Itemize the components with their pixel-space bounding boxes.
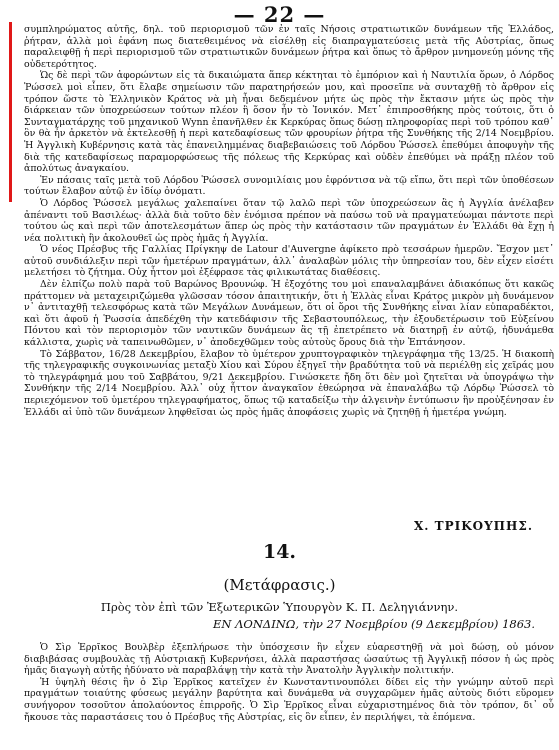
signature: Χ. ΤΡΙΚΟΥΠΗΣ. [413,519,533,533]
paragraph: Ὁ Λόρδος Ῥώσσελ μεγάλως χαλεπαίνει ὅταν τῷ λαλῶ περὶ τῶν ὑποχρεώσεων ἃς ἡ Ἀγγλία ἀνέλαβεν ἀπέναντι τοῦ Βασιλέως· ἀλλὰ διὰ τοῦτο δὲν ἐνόμισα πρέπον νὰ παύσω τοῦ νὰ πραγματεύωμαι πάντοτε περὶ τούτου ὡς καὶ περὶ τῶν ἀποτελεσμάτων ἅπερ ὡς πρὸς τὴν κατάστασιν τῶν πραγμάτων ἐν Ἑλλάδι θὰ ἔχῃ ἡ νέα πολιτικὴ ἣν ἀκολουθεῖ ὡς πρὸς ἡμᾶς ἡ Ἀγγλία. [24,197,554,244]
paragraph: Ὡς δὲ περὶ τῶν ἀφορώντων εἰς τὰ δικαιώματα ἅπερ κέκτηται τὸ ἐμπόριον καὶ ἡ Ναυτιλία ὅρων, ὁ Λόρδος Ῥώσσελ μοὶ εἶπεν, ὅτι ἔλαβε σημείωσιν τῶν παρατηρήσεών μου, καὶ προσεῖπε νὰ συνταχθῇ τὸ ἄρθρον εἰς τρόπον ὥστε τὸ Ἑλληνικὸν Κράτος νὰ μὴ ἦναι δεδεμένον μήτε ὡς πρὸς τὴν ἔκτασιν μήτε ὡς πρὸς τὴν διάρκειαν τῶν ὑποχρεώσεων τούτων πλέον ἢ ὅσον ἦν τὸ Ἰονικόν. Μετ᾽ ἐπιπροσθήκης πρὸς τούτοις, ὅτι ὁ Συνταγματάρχης τοῦ μηχανικοῦ Wynn ἐπανῆλθεν ἐκ Κερκύρας ὅπως δώσῃ πληροφορίας περὶ τοῦ τρόπου καθ᾽ ὃν θὰ ἦν ἀρκετὸν νὰ ἐκτελεσθῇ ἡ περὶ κατεδαφίσεως τῶν φρουρίων ῥήτρα τῆς Συνθήκης τῆς 2/14 Νοεμβρίου. Ἡ Ἀγγλικὴ Κυβέρνησις κατὰ τὰς ἐπανειλημμένας διαβεβαιώσεις τοῦ Λόρδου Ῥώσσελ ἐπεθύμει ἀποφυγὴν τῆς διὰ τῆς κατεδαφίσεως παραμορφώσεως τῆς πόλεως τῆς Κερκύρας καὶ οὐδὲν ἐπεθύμει νὰ πράξῃ πλέον τοῦ ἀπολύτως ἀναγκαίου. [24,70,554,175]
document-subtitle: (Μετάφρασις.) [223,576,336,594]
margin-mark [9,22,12,202]
paragraph: Ἐν πάσαις ταῖς μετὰ τοῦ Λόρδου Ῥώσσελ συνομιλίαις μου ἐφρόντισα νὰ τῷ εἴπω, ὅτι περὶ τῶν ὑποθέσεων τούτων ἔλαβον αὐτῷ ἐν ἰδίῳ ὀνόματι. [24,174,554,198]
paragraph: Τὸ Σάββατον, 16/28 Δεκεμβρίου, ἔλαβον τὸ ὑμέτερον χρυπτογραφικὸν τηλεγράφημα τῆς 13/25. Ἡ διακοπὴ τῆς τηλεγραφικῆς συγκοινωνίας μεταξὺ Χίου καὶ Σύρου ἐξηγεῖ τὴν βραδύτητα τοῦ νὰ περιέλθῃ εἰς χεῖράς μου τὸ τηλεγράφημά μου τοῦ Σαββάτου, 9/21 Δεκεμβρίου. Γινώσκετε ἤδη ὅτι δὲν μοὶ ζητεῖται νὰ ὑπογράψω τὴν Συνθήκην τῆς 2/14 Νοεμβρίου. Ἀλλ᾽ οὐχ ἧττον ἀναγκαῖον ἐθεώρησα νὰ ἐπαναλάβω τῷ Λόρδῳ Ῥώσσελ τὸ περιεχόμενον τοῦ ὑμετέρου τηλεγραφήματος, ὅπως τῷ καταδείξω τὴν ἀλγεινὴν ἐντύπωσιν ἣν προὐξένησαν ἐν Ἑλλάδι αἱ ὑπὸ τῶν δυνάμεων ληφθεῖσαι ὡς πρὸς ἡμᾶς ἀποφάσεις χωρὶς νὰ ζητηθῇ ἡ ἡμετέρα γνώμη. [24,348,554,418]
document-number: 14. [262,541,297,563]
paragraph: Δὲν ἐλπίζω πολὺ παρὰ τοῦ Βαρώνος Βρουνώφ. Ἡ ἐξοχότης του μοὶ επαναλαμβάνει ἀδιακόπως ὅτι κακῶς πράττομεν νὰ μεταχειριζώμεθα γλῶσσαν τόσον ἀπαιτητικήν, ὅτι ἡ Ἑλλὰς εἶναι Κράτος μικρὸν μὴ δυνάμενον ν᾽ ἀντιταχθῇ τελεσφόρως κατὰ τῶν Μεγάλων Δυνάμεων, ὅτι οἱ ὅροι τῆς Συνθήκης εἶναι λίαν εὐπαραδέκτοι, καὶ ὅτι ἀφοῦ ἡ Ῥωσσία ἀπεδέχθη τὴν κατεδάφισιν τῆς Σεβαστουπόλεως, τὴν ἐξουδετέρωσιν τοῦ Εὐξείνου Πόντου καὶ τὸν περιορισμὸν τῶν ναυτικῶν δυνάμεων ἃς τῇ ἐπετρέπετο νὰ διατηρῇ ἐν αὐτῷ, ἠδυνάμεθα κάλλιστα, χωρὶς νὰ ταπεινωθῶμεν, ν᾽ ἀποδεχθῶμεν τοὺς αὐτοὺς ὅρους διὰ τὴν Ἑπτάνησον. [24,279,554,349]
paragraph: Ἡ ὑψηλὴ θέσις ἣν ὁ Σὶρ Ἑρρῖκος κατεῖχεν ἐν Κωνσταντινουπόλει δίδει εἰς τὴν γνώμην αὐτοῦ περὶ πραγμάτων τοιαύτης φύσεως μεγάλην βαρύτητα καὶ δυνάμεθα νὰ συγχαρῶμεν ἡμᾶς αὐτοὺς διότι εὕρομεν συνήγορον τοσοῦτον ἀπολαύοντος ἐπιρροῆς. Ὁ Σὶρ Ἑρρῖκος εἶναι εὐχαριστημένος διὰ τὸν τρόπον, δι᾽ οὗ ἤκουσε τὰς παραστάσεις του ὁ Πρέσβυς τῆς Αὐστρίας, εἰς ὃν εἶπεν, ἐν περιλήψει, τὰ ἑπόμενα. [24,676,554,723]
paragraph: Ὁ Σὶρ Ἑρρῖκος Βουλβὲρ ἐξεπλήρωσε τὴν ὑπόσχεσιν ἣν εἶχεν εὐαρεστηθῇ νὰ μοὶ δώσῃ, οὐ μόνον διαβιβάσας συμβουλὰς τῇ Αὐστριακῇ Κυβερνήσει, ἀλλὰ παραστήσας ὡσαύτως τῇ Ἀγγλικῇ πόσον ἡ ὡς πρὸς ἡμᾶς διαγωγὴ αὐτῆς ἠδύνατο νὰ παραβλάψῃ τὴν κατὰ τὴν Ἀνατολὴν Ἀγγλικὴν πολιτικήν. [24,642,554,677]
paragraph: Ὁ νέος Πρέσβυς τῆς Γαλλίας Πρίγκηψ de Latour d'Auvergne ἀφίκετο πρὸ τεσσάρων ἡμερῶν. Ἔσχον μετ᾽ αὐτοῦ συνδιάλεξιν περὶ τῶν ἡμετέρων πραγμάτων, ἀλλ᾽ ἀναλαβὼν μόλις τὴν ὑπηρεσίαν του, δὲν εἶχεν εἰσέτι μελετήσει τὸ ζήτημα. Οὐχ ἧττον μοὶ ἐξέφρασε τὰς φιλικωτάτας διαθέσεις. [24,244,554,279]
paragraph: συμπληρώματος αὐτῆς, δηλ. τοῦ περιορισμοῦ τῶν ἐν ταῖς Νήσοις στρατιωτικῶν δυνάμεων τῆς Ἑλλάδος, ῥήτραν, ἀλλὰ μοὶ ἐφάνη πως διατεθειμένος νὰ εἰσέλθῃ εἰς διαπραγματεύσεις μετὰ τῆς Αὐστρίας, ὅπως παραλειφθῇ ἡ περὶ περιορισμοῦ τῶν στρατιωτικῶν δυνάμεων ῥήτρα καὶ ὅπως τὸ ἄρθρον μνημονεύῃ μόνης τῆς οὐδετερότητος. [24,24,554,70]
dateline: ΕΝ ΛΟΝΔΙΝΩ, τὴν 27 Νοεμβρίου (9 Δεκεμβρίου) 1863. [213,617,535,631]
letter-body-top [24,24,554,418]
addressee-line: Πρὸς τὸν ἐπὶ τῶν Ἐξωτερικῶν Ὑπουργὸν Κ. Π. Δεληγιάννην. [100,600,459,614]
page-number: — 22 — [233,2,326,27]
letter-body-bottom [24,642,554,723]
